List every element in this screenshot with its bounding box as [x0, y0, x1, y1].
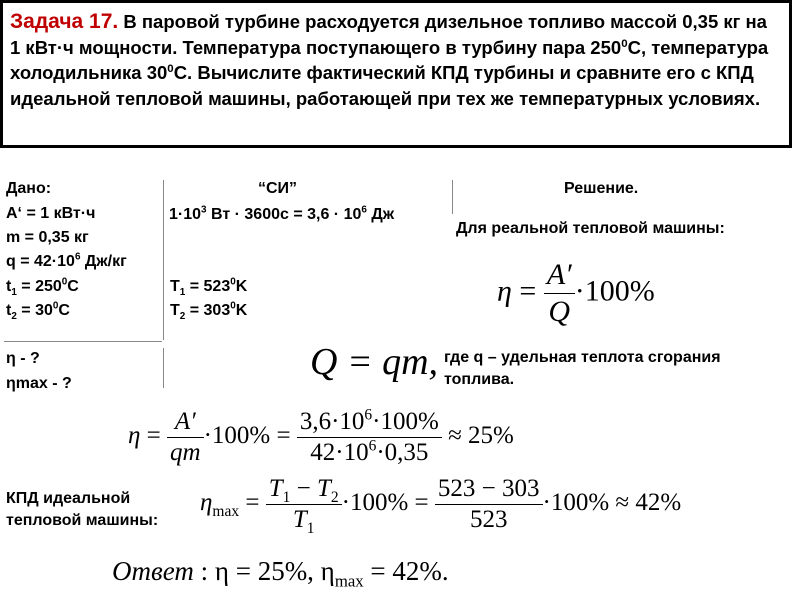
formula-q: Q = qm,: [310, 341, 439, 383]
find-eta-max: ηmax - ?: [6, 375, 72, 392]
problem-degree-2: 0: [167, 62, 174, 75]
real-machine-label: Для реальной тепловой машины:: [456, 220, 725, 237]
given-heat: $q = 42\cdot 10^6$ Дж/кг: [6, 251, 127, 270]
given-header: Дано:: [6, 180, 52, 197]
find-eta: η - ?: [6, 350, 40, 367]
problem-degree-1: 0: [621, 37, 628, 50]
problem-title: Задача 17.: [10, 10, 119, 33]
solution-header: Решение.: [564, 180, 639, 197]
problem-text-3: С. Вычислите фактический КПД турбины и сравните его с КПД идеальной тепловой машины, работающей при тех же температурных условиях.: [10, 62, 761, 109]
given-work: A‘ = 1 кВт·ч: [6, 205, 96, 222]
si-t1: $T_1 = 523^0K$: [170, 276, 248, 299]
answer-line: Ответ : η = 25%, $\eta_{max} = 42\%$.: [112, 556, 449, 591]
formula-eta-numeric: η = $\frac{A'}{qm}$ ·100% = $\frac{3,6\cdot 10^6\cdot 100\%}{42\cdot 10^6\cdot 0,35}$ ≈ 25%: [128, 406, 514, 466]
find-separator: [4, 341, 162, 342]
solution-divider: [452, 180, 453, 214]
formula-eta-real: η = $\frac{A'}{Q}$ ·100%: [497, 258, 655, 328]
problem-statement: [0, 0, 792, 148]
problem-text-2: С, температура холодильника 30: [10, 36, 769, 83]
find-divider: [163, 348, 164, 388]
heat-of-combustion-note: где q – удельная теплота сгорания топлива.: [444, 349, 721, 388]
formula-eta-ideal: $\eta_{max}$ = $\frac{T_1 - T_2}{T_1}$ ·100% = $\frac{523 - 303}{523}$ ·100% ≈ 42%: [200, 475, 682, 537]
ideal-machine-label: КПД идеальной тепловой машины:: [6, 490, 159, 529]
given-t2: $t_2 = 30^0C$: [6, 300, 70, 323]
given-t1: $t_1 = 250^0C$: [6, 276, 79, 299]
si-t2: $T_2 = 303^0K$: [170, 300, 248, 323]
given-mass: m = 0,35 кг: [6, 229, 89, 246]
si-header: “СИ”: [258, 180, 298, 197]
problem-text-1: В паровой турбине расходуется дизельное топливо массой 0,35 кг на 1 кВт·ч мощности. Температура поступающего в турбину пара 250: [10, 11, 767, 58]
given-divider: [163, 180, 164, 340]
si-work: $1\cdot 10^3$ Вт · $3600с = 3,6 \cdot 10^6$ Дж: [169, 204, 395, 223]
